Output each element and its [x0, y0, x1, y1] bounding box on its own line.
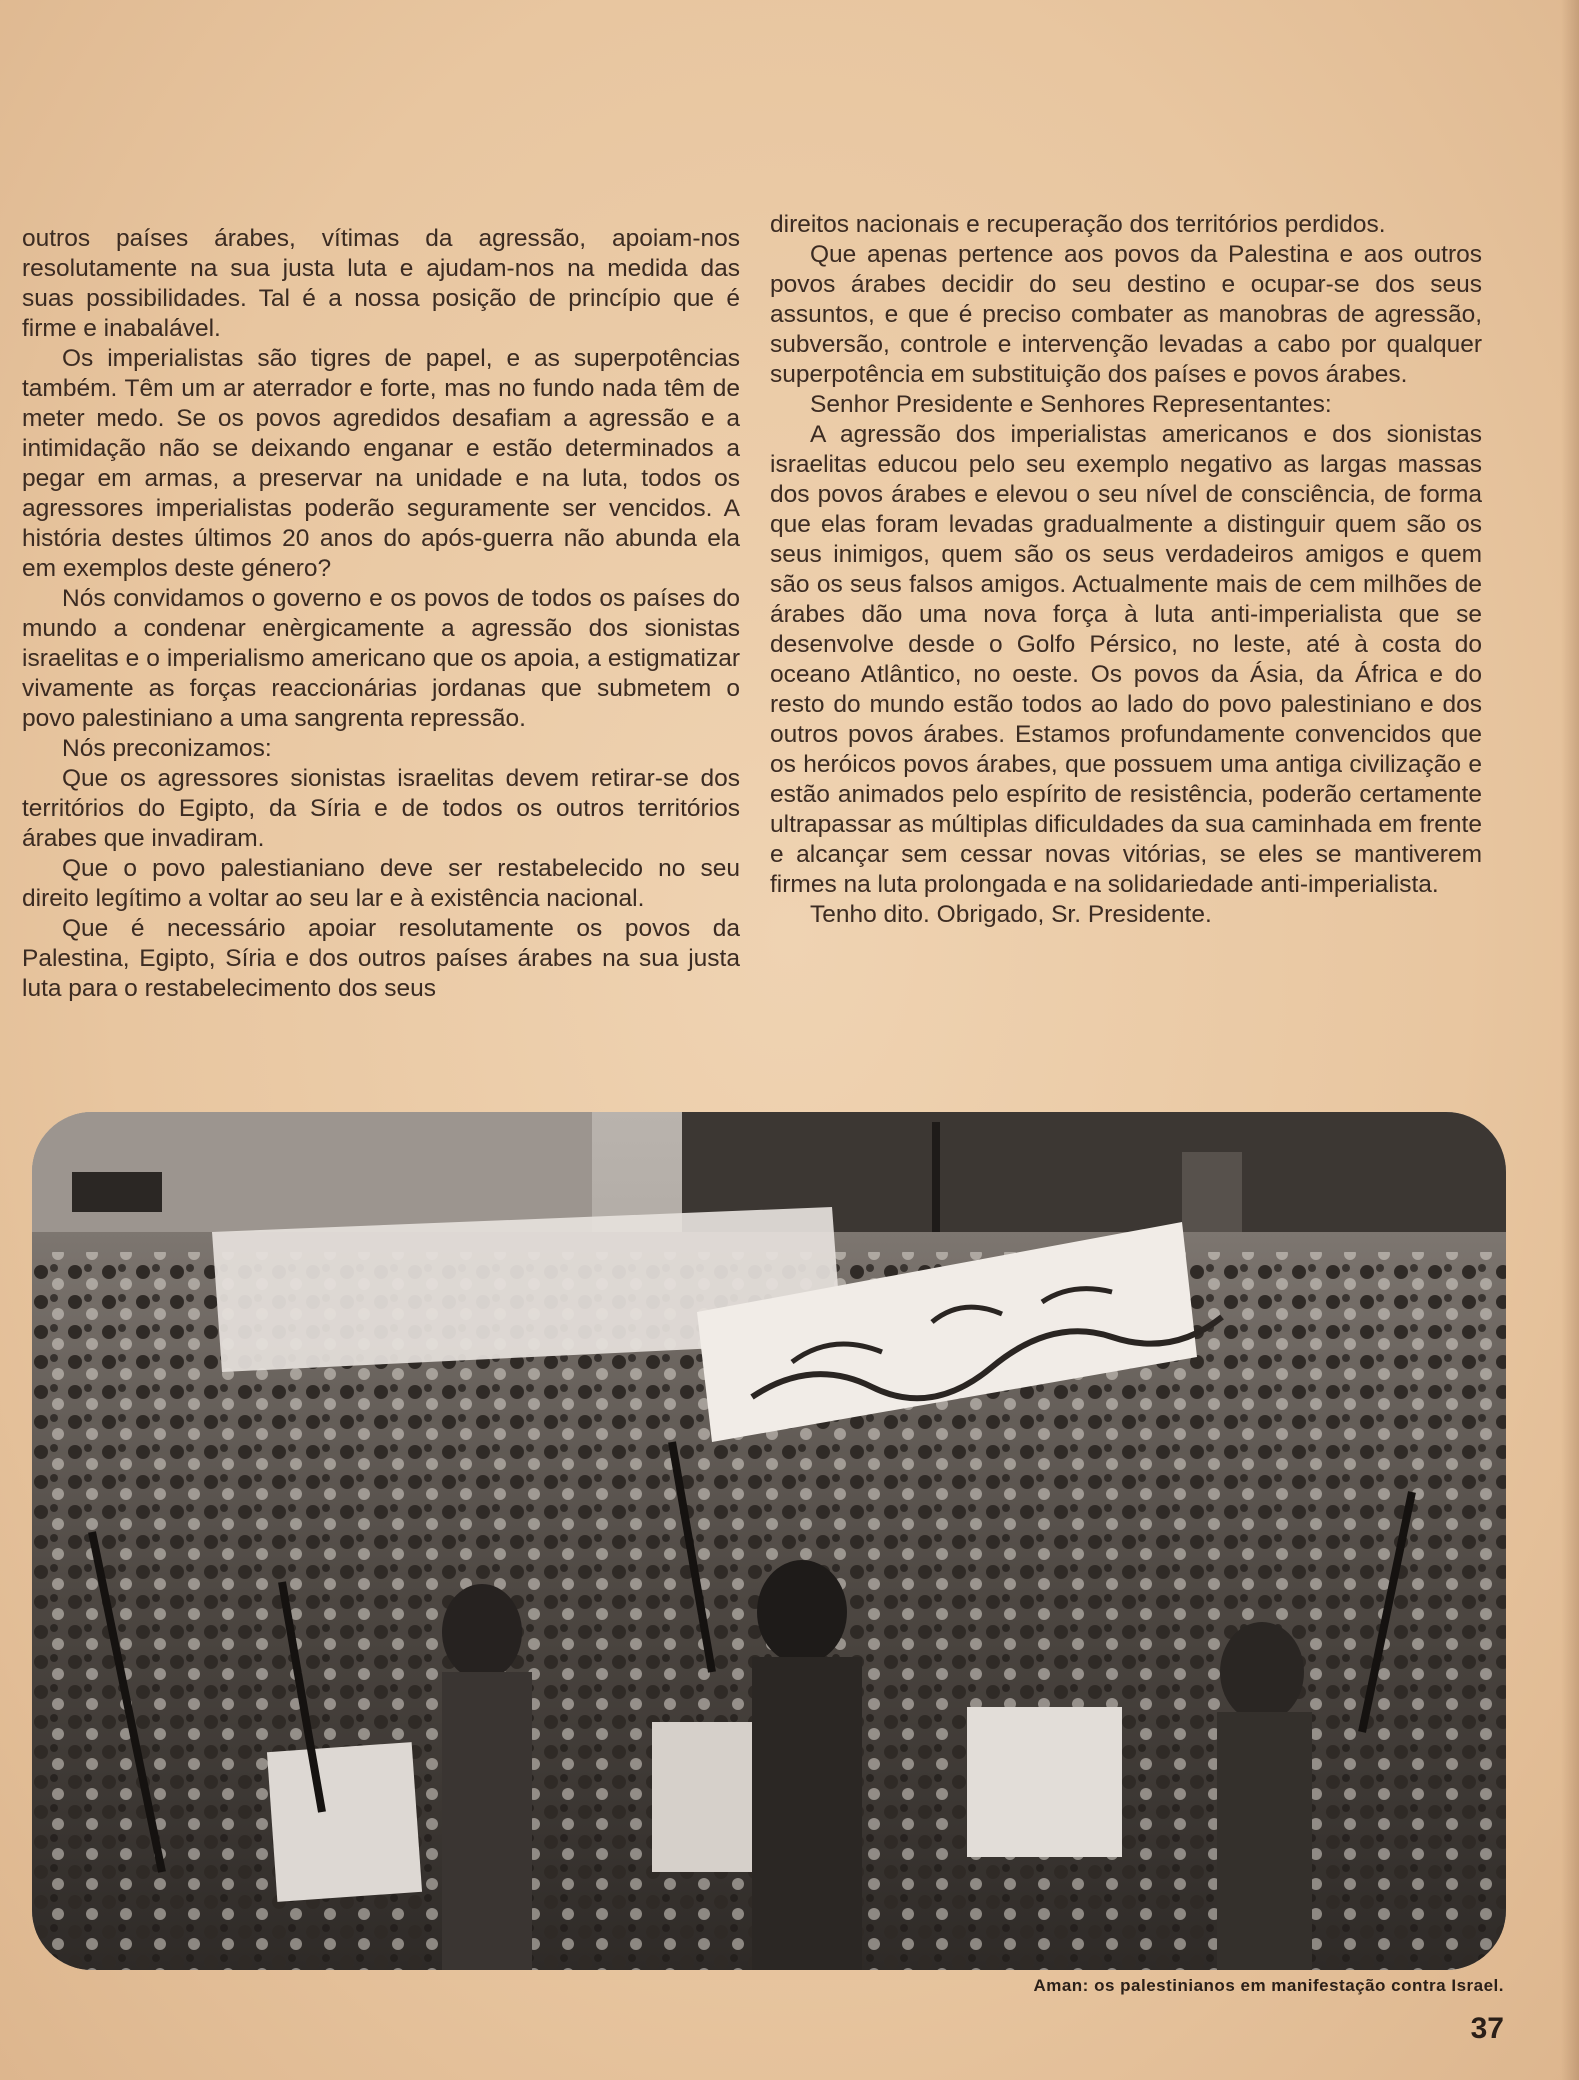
demonstration-photo: [32, 1112, 1506, 1970]
paragraph: direitos nacionais e recuperação dos territórios perdidos.: [770, 211, 1386, 238]
paragraph: Que o povo palestianiano deve ser restabelecido no seu direito legítimo a voltar ao seu lar e à existência nacional.: [22, 855, 740, 912]
paragraph: Que apenas pertence aos povos da Palestina e aos outros povos árabes decidir do seu destino e ocupar-se dos seus assuntos, e que é preciso combater as manobras de agressão, subversão, controle e intervenção levadas a cabo por qualquer superpotência em substituição dos países e povos árabes.: [770, 241, 1482, 388]
paragraph: Senhor Presidente e Senhores Representantes:: [810, 391, 1332, 418]
left-text-column: [22, 224, 740, 1004]
paragraph: Nós convidamos o governo e os povos de todos os países do mundo a condenar enèrgicamente a agressão dos sionistas israelitas e o imperialismo americano que os apoia, a estigmatizar vivamente as forças reaccionárias jordanas que submetem o povo palestiniano a uma sangrenta repressão.: [22, 585, 740, 732]
paragraph: outros países árabes, vítimas da agressão, apoiam-nos resolutamente na sua justa luta e ajudam-nos na medida das suas possibilidades. Tal é a nossa posição de princípio que é firme e inabalável.: [22, 225, 740, 342]
paragraph: Que os agressores sionistas israelitas devem retirar-se dos territórios do Egipto, da Síria e de todos os outros territórios árabes que invadiram.: [22, 765, 740, 852]
crowd-photo-icon: [32, 1112, 1506, 1970]
paragraph: A agressão dos imperialistas americanos e dos sionistas israelitas educou pelo seu exemplo negativo as largas massas dos povos árabes e elevou o seu nível de consciência, de forma que elas foram levadas gradualmente a distinguir quem são os seus inimigos, quem são os seus verdadeiros amigos e quem são os seus falsos amigos. Actualmente mais de cem milhões de árabes dão uma nova força à luta anti-imperialista que se desenvolve desde o Golfo Pérsico, no leste, até à costa do oceano Atlântico, no oeste. Os povos da Ásia, da África e do resto do mundo estão todos ao lado do povo palestiniano e dos outros povos árabes. Estamos profundamente convencidos que os heróicos povos árabes, que possuem uma antiga civilização e estão animados pelo espírito de resistência, poderão certamente ultrapassar as múltiplas dificuldades da sua caminhada em frente e alcançar sem cessar novas vitórias, se eles se mantiverem firmes na luta prolongada e na solidariedade anti-imperialista.: [770, 421, 1482, 898]
paragraph: Os imperialistas são tigres de papel, e as superpotências também. Têm um ar aterrador e forte, mas no fundo nada têm de meter medo. Se os povos agredidos desafiam a agressão e a intimidação não se deixando enganar e estão determinados a pegar em armas, a preservar na unidade e na luta, todos os agressores imperialistas poderão seguramente ser vencidos. A história destes últimos 20 anos do após-guerra não abunda ela em exemplos deste género?: [22, 345, 740, 582]
photo-caption: Aman: os palestinianos em manifestação contra Israel.: [1033, 1976, 1504, 1995]
paragraph: Tenho dito. Obrigado, Sr. Presidente.: [810, 901, 1212, 928]
right-text-column: [770, 210, 1482, 930]
page-number: 37: [1470, 2012, 1504, 2045]
paragraph: Nós preconizamos:: [62, 735, 272, 762]
paragraph: Que é necessário apoiar resolutamente os povos da Palestina, Egipto, Síria e dos outros países árabes na sua justa luta para o restabelecimento dos seus: [22, 915, 740, 1002]
